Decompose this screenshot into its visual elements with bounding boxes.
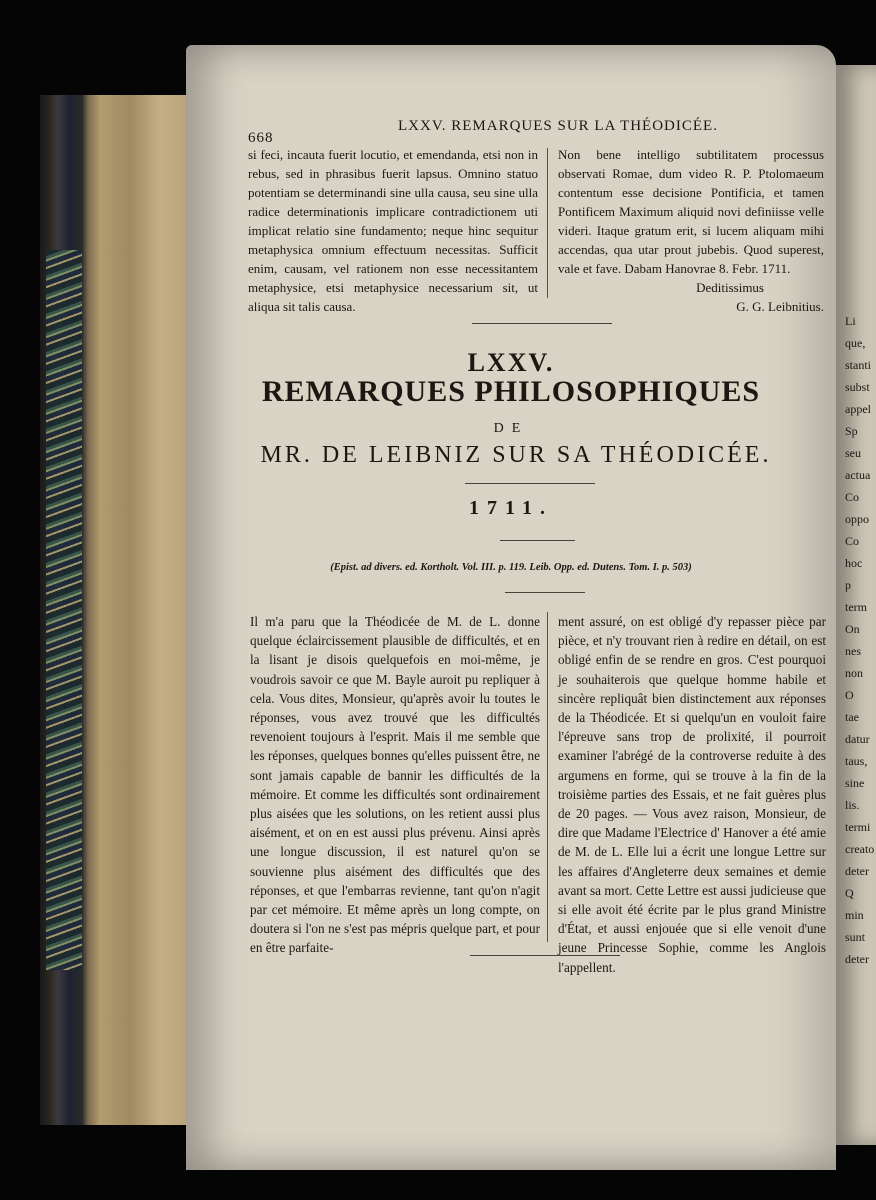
column-divider-top xyxy=(547,148,548,298)
section-number: LXXV. xyxy=(467,348,555,377)
page-number: 668 xyxy=(248,130,274,146)
top-right-column xyxy=(558,145,824,316)
marbled-cover xyxy=(46,250,82,970)
section-de: DE xyxy=(493,421,529,436)
top-right-text: Non bene intelligo subtilitatem processus observati Romae, dum video R. P. Ptolomaeum contentum esse decisione Pontificia, et tamen Pontificem Maximum aliquid novi definiisse velle videri. Itaque gratum erit, si lucem aliquam mihi accendas, qua utar prout jubebis. Quod superest, vale et fave. Dabam Hanovrae 8. Febr. 1711. xyxy=(558,147,824,276)
column-divider-body xyxy=(547,612,548,942)
signature-closing: Deditissimus xyxy=(696,280,764,295)
end-rule xyxy=(470,955,620,956)
body-left-column: Il m'a paru que la Théodicée de M. de L. donne quelque éclaircissement plausible de difficultés, et en la lisant je disois quelquefois en moi-même, je voudrois savoir ce que M. Bayle auroit pu repliquer à cela. Vous dites, Monsieur, qu'après avoir lu toutes le réponses, vous avez trouvé que les difficultés revenoient toujours à l'esprit. Mais il me semble que les réponses, quelques bonnes qu'elles puissent être, ne sont jamais capable de bannir les difficultés de la mémoire. Et comme les difficultés sont ordinairement plus aisées que les solutions, on les retient aussi plus aisément, et on en est aussi plus prévenu. Ainsi après une longue discussion, il est naturel qu'on se souvienne plus aisément des difficultés que des réponses, et que l'embarras revienne, tant qu'on n'agit par cet mémoire. Et même après un long compte, on doutera si l'on ne s'est pas mépris quelque part, et pour en être parfaite- xyxy=(250,614,540,956)
section-subtitle: MR. DE LEIBNIZ SUR SA THÉODICÉE. xyxy=(260,442,772,468)
body-right-column: ment assuré, on est obligé d'y repasser pièce par pièce, et n'y trouvant rien à redire en détail, on est obligé enfin de se rendre en gros. C'est pourquoi je souhaiterois que quelque homme habile et sincère repliquât bien distinctement aux réponses de la Théodicée. Et si quelqu'un en vouloit faire l'épreuve sans trop de prolixité, il pourroit examiner l'abrégé de la controverse reduite à des argumens en forme, qui se trouve à la fin de la troisième parties des Essais, et ne fait guères plus de 20 pages. — Vous avez raison, Monsieur, de dire que Madame l'Electrice d' Hanover a été amie de M. de L. Elle lui a écrit une longue Lettre sur les affaires d'Angleterre deux semaines et demie avant sa mort. Cette Lettre est aussi judicieuse que si elle avoit été écrite par le plus grand Ministre d'État, et aussi enjouée que si elle venoit d'une jeune Princesse Sophie, comme les Anglois l'appellent. xyxy=(558,614,826,975)
signature-name: G. G. Leibnitius. xyxy=(736,299,824,314)
top-left-column: si feci, incauta fuerit locutio, et emendanda, etsi non in rebus, sed in phrasibus fuerit lapsus. Omnino statuo potentiam se determinandi sine ulla causa, seu sine ulla radice determinationis implicare contradictionem uti implicat relatio sine fundamento; neque hinc sequitur metaphysica omnium effectuum necessitas. Sufficit enim, causam, vel rationem non esse necessitantem metaphysice, etsi metaphysice necessarium sit, ut aliqua sit talis causa. xyxy=(248,147,538,314)
running-title: LXXV. REMARQUES SUR LA THÉODICÉE. xyxy=(398,118,718,134)
section-year: 1711. xyxy=(469,497,553,519)
section-rule xyxy=(472,323,612,324)
section-title: REMARQUES PHILOSOPHIQUES xyxy=(261,375,761,408)
facing-page-fragments: Li que, stanti subst appel Sp seu actua Co oppo Co hoc p term On nes non O tae datur taus, sine lis. termi creato deter Q min sunt deter xyxy=(845,314,875,966)
year-rule xyxy=(500,540,575,541)
source-reference: (Epist. ad divers. ed. Kortholt. Vol. III. p. 119. Leib. Opp. ed. Dutens. Tom. I. p. 503) xyxy=(330,562,692,573)
title-rule xyxy=(465,483,595,484)
reference-rule xyxy=(505,592,585,593)
